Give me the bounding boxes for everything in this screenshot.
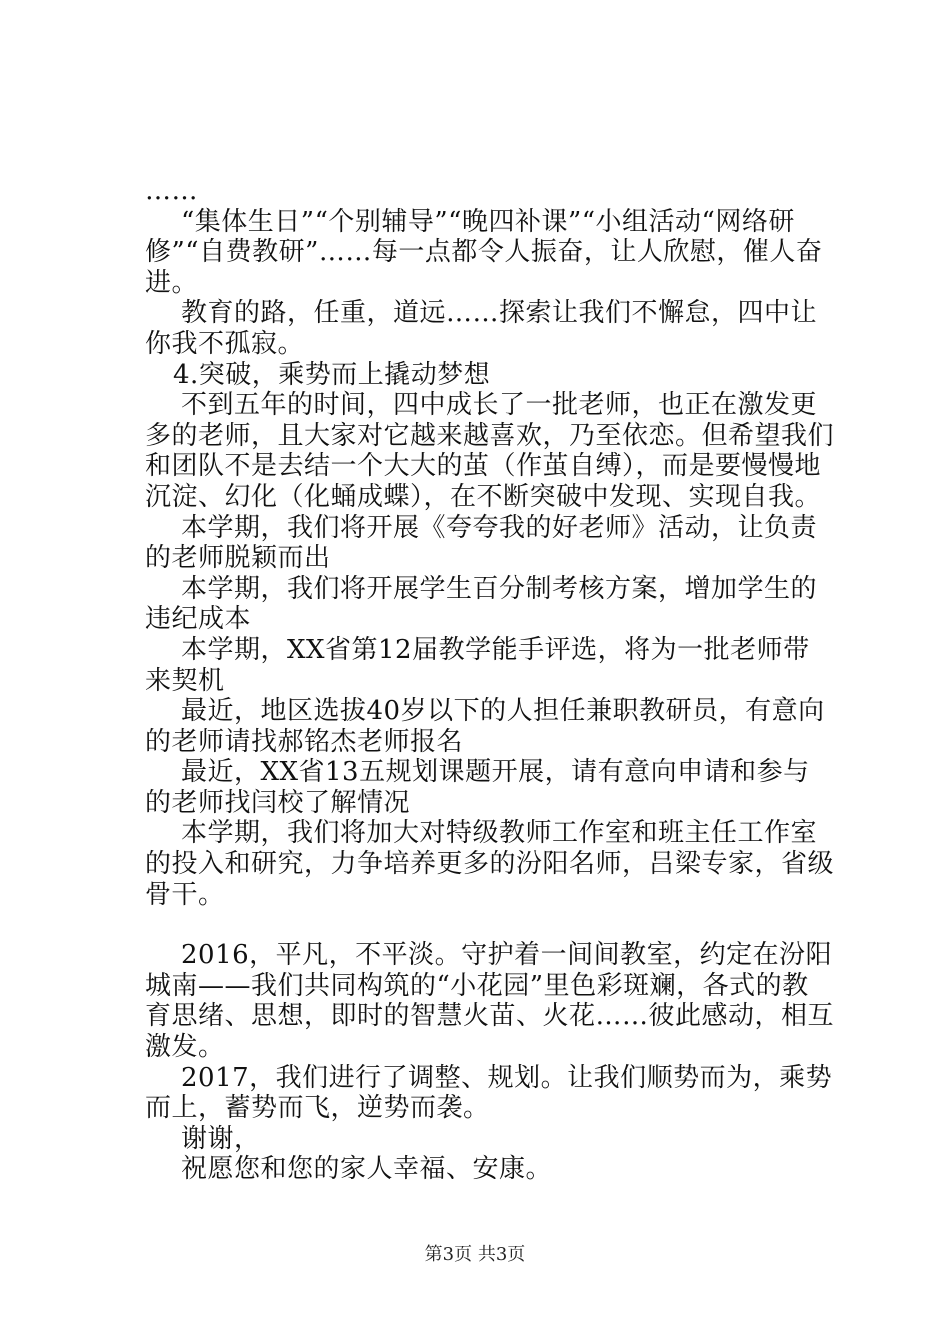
- paragraph-research-project: 最近，XX省13五规划课题开展，请有意向申请和参与的老师找闫校了解情况: [145, 757, 810, 818]
- paragraph-growth: 不到五年的时间，四中成长了一批老师，也正在激发更多的老师，且大家对它越来越喜欢，乃至依恋。但希望我们和团队不是去结一个大大的茧（作茧自缚），而是要慢慢地沉淀、幻化（化蛹成蝶），在不断突破中发现、实现自我。: [145, 390, 835, 512]
- ellipsis-line: ……: [145, 176, 198, 206]
- paragraph-studio-investment: 本学期，我们将加大对特级教师工作室和班主任工作室的投入和研究，力争培养更多的汾阳名师，吕梁专家，省级骨干。: [145, 818, 835, 910]
- paragraph-2017: 2017，我们进行了调整、规划。让我们顺势而为，乘势而上，蓄势而飞，逆势而袭。: [145, 1062, 833, 1124]
- paragraph-education-road: 教育的路，任重，道远……探索让我们不懈怠，四中让你我不孤寂。: [145, 298, 818, 359]
- closing-thanks: 谢谢，: [181, 1123, 261, 1154]
- document-body: [145, 176, 835, 1185]
- section-heading: 4.突破，乘势而上撬动梦想: [173, 359, 491, 390]
- paragraph-activities: “集体生日”“个别辅导”“晚四补课”“小组活动“网络研修”“自费教研”……每一点都令人振奋，让人欣慰，催人奋进。: [145, 206, 823, 298]
- paragraph-teaching-contest: 本学期，XX省第12届教学能手评选，将为一批老师带来契机: [145, 634, 810, 696]
- paragraph-praise-teacher: 本学期，我们将开展《夸夸我的好老师》活动，让负责的老师脱颖而出: [145, 512, 818, 574]
- closing-wishes: 祝愿您和您的家人幸福、安康。: [181, 1154, 553, 1185]
- page-footer: 第3页 共3页: [424, 1244, 526, 1265]
- paragraph-2016: 2016，平凡，不平淡。守护着一间间教室，约定在汾阳城南——我们共同构筑的“小花园”里色彩斑斓，各式的教育思绪、思想，即时的智慧火苗、火花……彼此感动，相互激发。: [145, 940, 835, 1063]
- paragraph-student-assessment: 本学期，我们将开展学生百分制考核方案，增加学生的违纪成本: [145, 573, 818, 635]
- blank-line: [145, 910, 835, 940]
- paragraph-researcher-selection: 最近，地区选拔40岁以下的人担任兼职教研员，有意向的老师请找郝铭杰老师报名: [145, 696, 825, 757]
